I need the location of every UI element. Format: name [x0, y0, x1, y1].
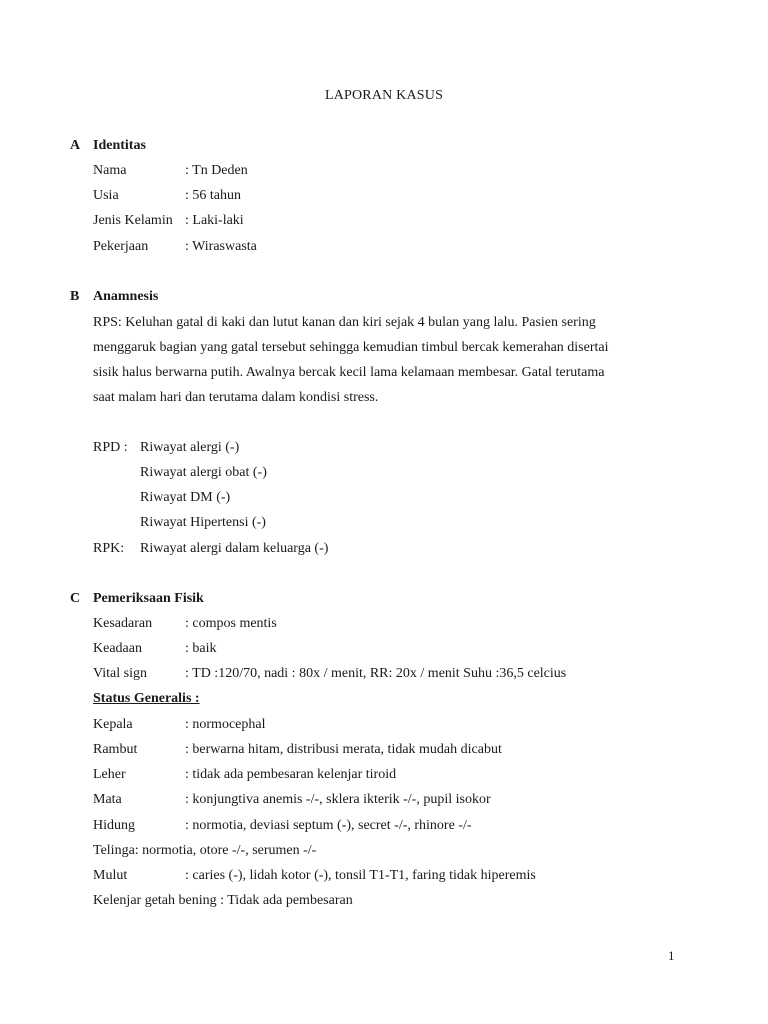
mulut-label: Mulut [93, 868, 128, 883]
rps-line: RPS: Keluhan gatal di kaki dan lutut kanan dan kiri sejak 4 bulan yang lalu. Pasien sering [93, 315, 596, 330]
identity-row-label: Nama [93, 163, 127, 178]
exam-row-value: : compos mentis [185, 616, 277, 631]
exam-row-label: Vital sign [93, 666, 147, 681]
rpd-item: Riwayat Hipertensi (-) [140, 515, 266, 530]
rpk-value: Riwayat alergi dalam keluarga (-) [140, 541, 329, 556]
document-title: LAPORAN KASUS [324, 88, 444, 103]
section-c-heading: Pemeriksaan Fisik [93, 591, 204, 606]
section-a-header [70, 137, 80, 155]
status-generalis-heading: Status Generalis : [93, 691, 200, 706]
status-row-value: : normocephal [185, 717, 266, 732]
page-number: 1 [668, 948, 675, 963]
rps-line: sisik halus berwarna putih. Awalnya bercak kecil lama kelamaan membesar. Gatal terutama [93, 365, 605, 380]
kelenjar-line: Kelenjar getah bening : Tidak ada pembesaran [93, 893, 353, 908]
status-row-value: : tidak ada pembesaran kelenjar tiroid [185, 767, 397, 782]
rpd-label: RPD : [93, 440, 128, 455]
telinga-line: Telinga: normotia, otore -/-, serumen -/- [93, 843, 317, 858]
status-row-label: Leher [93, 767, 126, 782]
identity-row-label: Jenis Kelamin [93, 213, 173, 228]
status-row-label: Mata [93, 792, 122, 807]
status-row-value: : berwarna hitam, distribusi merata, tidak mudah dicabut [185, 742, 502, 757]
identity-row-value: : Laki-laki [185, 213, 244, 228]
exam-row-label: Kesadaran [93, 616, 153, 631]
identity-row-label: Usia [93, 188, 119, 203]
section-b-letter: B [70, 289, 80, 304]
mulut-value: : caries (-), lidah kotor (-), tonsil T1-T1, faring tidak hiperemis [185, 868, 536, 883]
identity-row-label: Pekerjaan [93, 239, 149, 254]
status-row-label: Kepala [93, 717, 133, 732]
section-c-letter: C [70, 591, 81, 606]
status-row-label: Hidung [93, 818, 135, 833]
section-b-heading: Anamnesis [93, 289, 159, 304]
status-row-value: : konjungtiva anemis -/-, sklera ikterik -/-, pupil isokor [185, 792, 491, 807]
identity-row-value: : Tn Deden [185, 163, 248, 178]
status-row-label: Rambut [93, 742, 138, 757]
section-a-letter: A [70, 138, 81, 153]
status-row-value: : normotia, deviasi septum (-), secret -/-, rhinore -/- [185, 818, 472, 833]
exam-row-value: : baik [185, 641, 217, 656]
section-a-heading: Identitas [93, 138, 146, 153]
identity-row-value: : 56 tahun [185, 188, 241, 203]
rpk-label: RPK: [93, 541, 125, 556]
rpd-item: Riwayat DM (-) [140, 490, 231, 505]
rps-line: saat malam hari dan terutama dalam kondisi stress. [93, 390, 379, 405]
exam-row-value: : TD :120/70, nadi : 80x / menit, RR: 20x / menit Suhu :36,5 celcius [185, 666, 567, 681]
identity-row-value: : Wiraswasta [185, 239, 257, 254]
exam-row-label: Keadaan [93, 641, 142, 656]
rpd-item: Riwayat alergi obat (-) [140, 465, 267, 480]
rpd-item: Riwayat alergi (-) [140, 440, 240, 455]
rps-line: menggaruk bagian yang gatal tersebut sehingga kemudian timbul bercak kemerahan disertai [93, 340, 609, 355]
